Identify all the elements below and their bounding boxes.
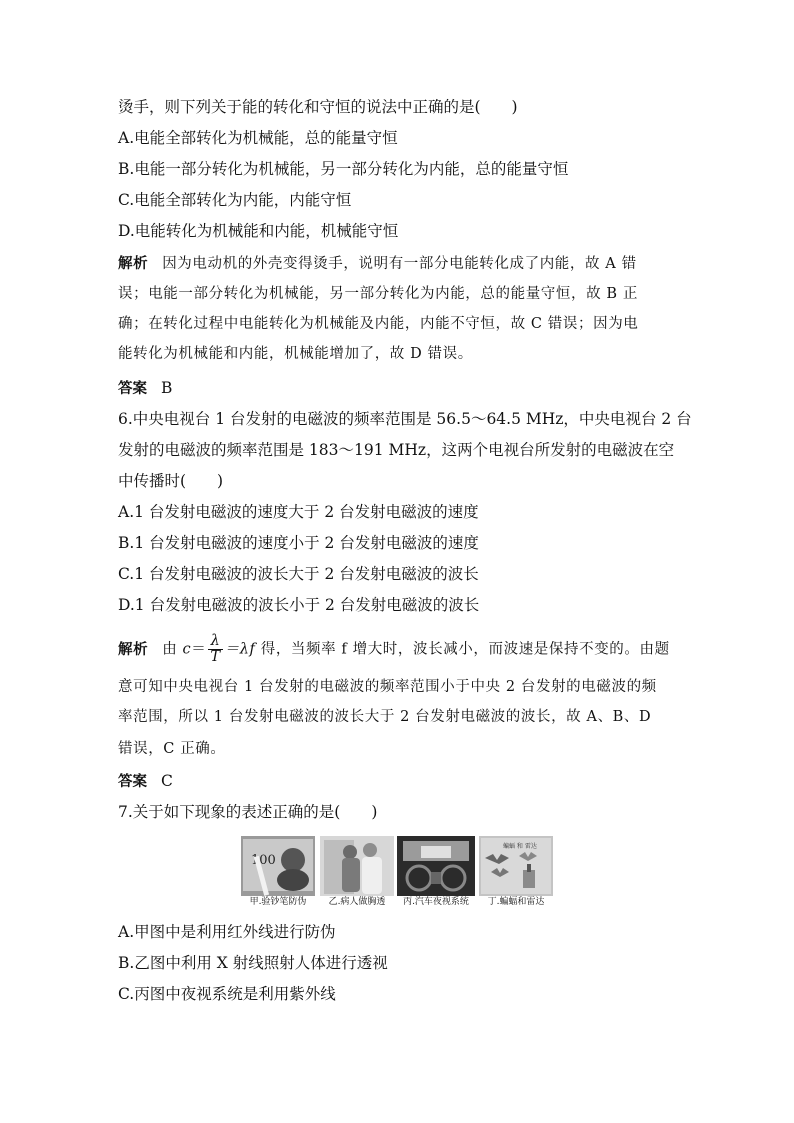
q6-option-d: D.1 台发射电磁波的波长小于 2 台发射电磁波的波长	[118, 596, 480, 614]
q6-answer-value: C	[161, 772, 173, 790]
xray-photo	[320, 836, 394, 910]
q5-option-d: D.电能转化为机械能和内能，机械能守恒	[118, 222, 399, 240]
caption-bing: 丙.汽车夜视系统	[403, 897, 469, 907]
q5-option-a: A.电能全部转化为机械能，总的能量守恒	[118, 129, 398, 147]
q7-figure-row	[241, 836, 553, 910]
q7-option-b: B.乙图中利用 X 射线照射人体进行透视	[118, 954, 388, 972]
q6-analysis-line-4: 错误，C 正确。	[118, 741, 226, 757]
q5-stem-tail: 烫手，则下列关于能的转化和守恒的说法中正确的是( )	[118, 98, 518, 116]
q5-analysis-line-1: 解析 因为电动机的外壳变得烫手，说明有一部分电能转化成了内能，故 A 错	[118, 256, 637, 272]
q6-stem-line-1: 6.中央电视台 1 台发射的电磁波的频率范围是 56.5～64.5 MHz，中央电视台 2 台	[118, 410, 692, 428]
q5-answer-value: B	[161, 379, 173, 397]
q6-analysis-line-3: 率范围，所以 1 台发射电磁波的波长大于 2 台发射电磁波的波长，故 A、B、D	[118, 709, 652, 725]
q6-analysis-label: 解析	[118, 641, 149, 658]
bat-radar-photo	[479, 836, 553, 910]
q5-analysis-line-4: 能转化为机械能和内能，机械能增加了，故 D 错误。	[118, 346, 473, 362]
q5-answer	[118, 377, 172, 400]
banknote-photo	[241, 836, 315, 910]
q6-option-c: C.1 台发射电磁波的波长大于 2 台发射电磁波的波长	[118, 565, 479, 583]
caption-yi: 乙.病人做胸透	[328, 897, 386, 907]
q6-stem-line-3: 中传播时( )	[118, 472, 224, 490]
q6-answer	[118, 770, 173, 793]
q6-option-b: B.1 台发射电磁波的速度小于 2 台发射电磁波的速度	[118, 534, 479, 552]
radar-caption-text: 蝙蝠 和 雷达	[503, 843, 537, 850]
q6-analysis-line-2: 意可知中央电视台 1 台发射的电磁波的频率范围小于中央 2 台发射的电磁波的频	[118, 679, 657, 695]
lambda-over-t-fraction: $\frac{\lambda}{T}$	[210, 633, 221, 665]
q5-analysis-line-3: 确；在转化过程中电能转化为机械能及内能，内能不守恒，故 C 错误；因为电	[118, 316, 639, 332]
q5-analysis-line-2: 误；电能一部分转化为机械能，另一部分转化为内能，总的能量守恒，故 B 正	[118, 286, 638, 302]
q5-analysis-label: 解析	[118, 256, 149, 272]
q6-option-a: A.1 台发射电磁波的速度大于 2 台发射电磁波的速度	[118, 503, 479, 521]
q7-stem: 7.关于如下现象的表述正确的是( )	[118, 803, 378, 821]
car-dashboard-photo	[397, 836, 471, 910]
bill-denomination: 100	[251, 853, 276, 868]
q6-answer-label: 答案	[118, 774, 147, 790]
caption-ding: 丁.蝙蝠和雷达	[487, 897, 545, 907]
q7-option-a: A.甲图中是利用红外线进行防伪	[118, 923, 336, 941]
q6-analysis-line-1: 解析 由 c＝ $\frac{\lambda}{T}$ ＝λf 得，当频率 f 增大时，波长减小，而波速是保持不变的。由题	[118, 633, 670, 665]
q5-option-b: B.电能一部分转化为机械能，另一部分转化为内能，总的能量守恒	[118, 160, 569, 178]
q5-answer-label: 答案	[118, 381, 147, 397]
q6-stem-line-2: 发射的电磁波的频率范围是 183～191 MHz，这两个电视台所发射的电磁波在空	[118, 441, 675, 459]
formula-c: c	[182, 641, 192, 658]
caption-jia: 甲.验钞笔防伪	[249, 897, 307, 907]
q7-option-c: C.丙图中夜视系统是利用紫外线	[118, 985, 336, 1003]
q5-option-c: C.电能全部转化为内能，内能守恒	[118, 191, 352, 209]
